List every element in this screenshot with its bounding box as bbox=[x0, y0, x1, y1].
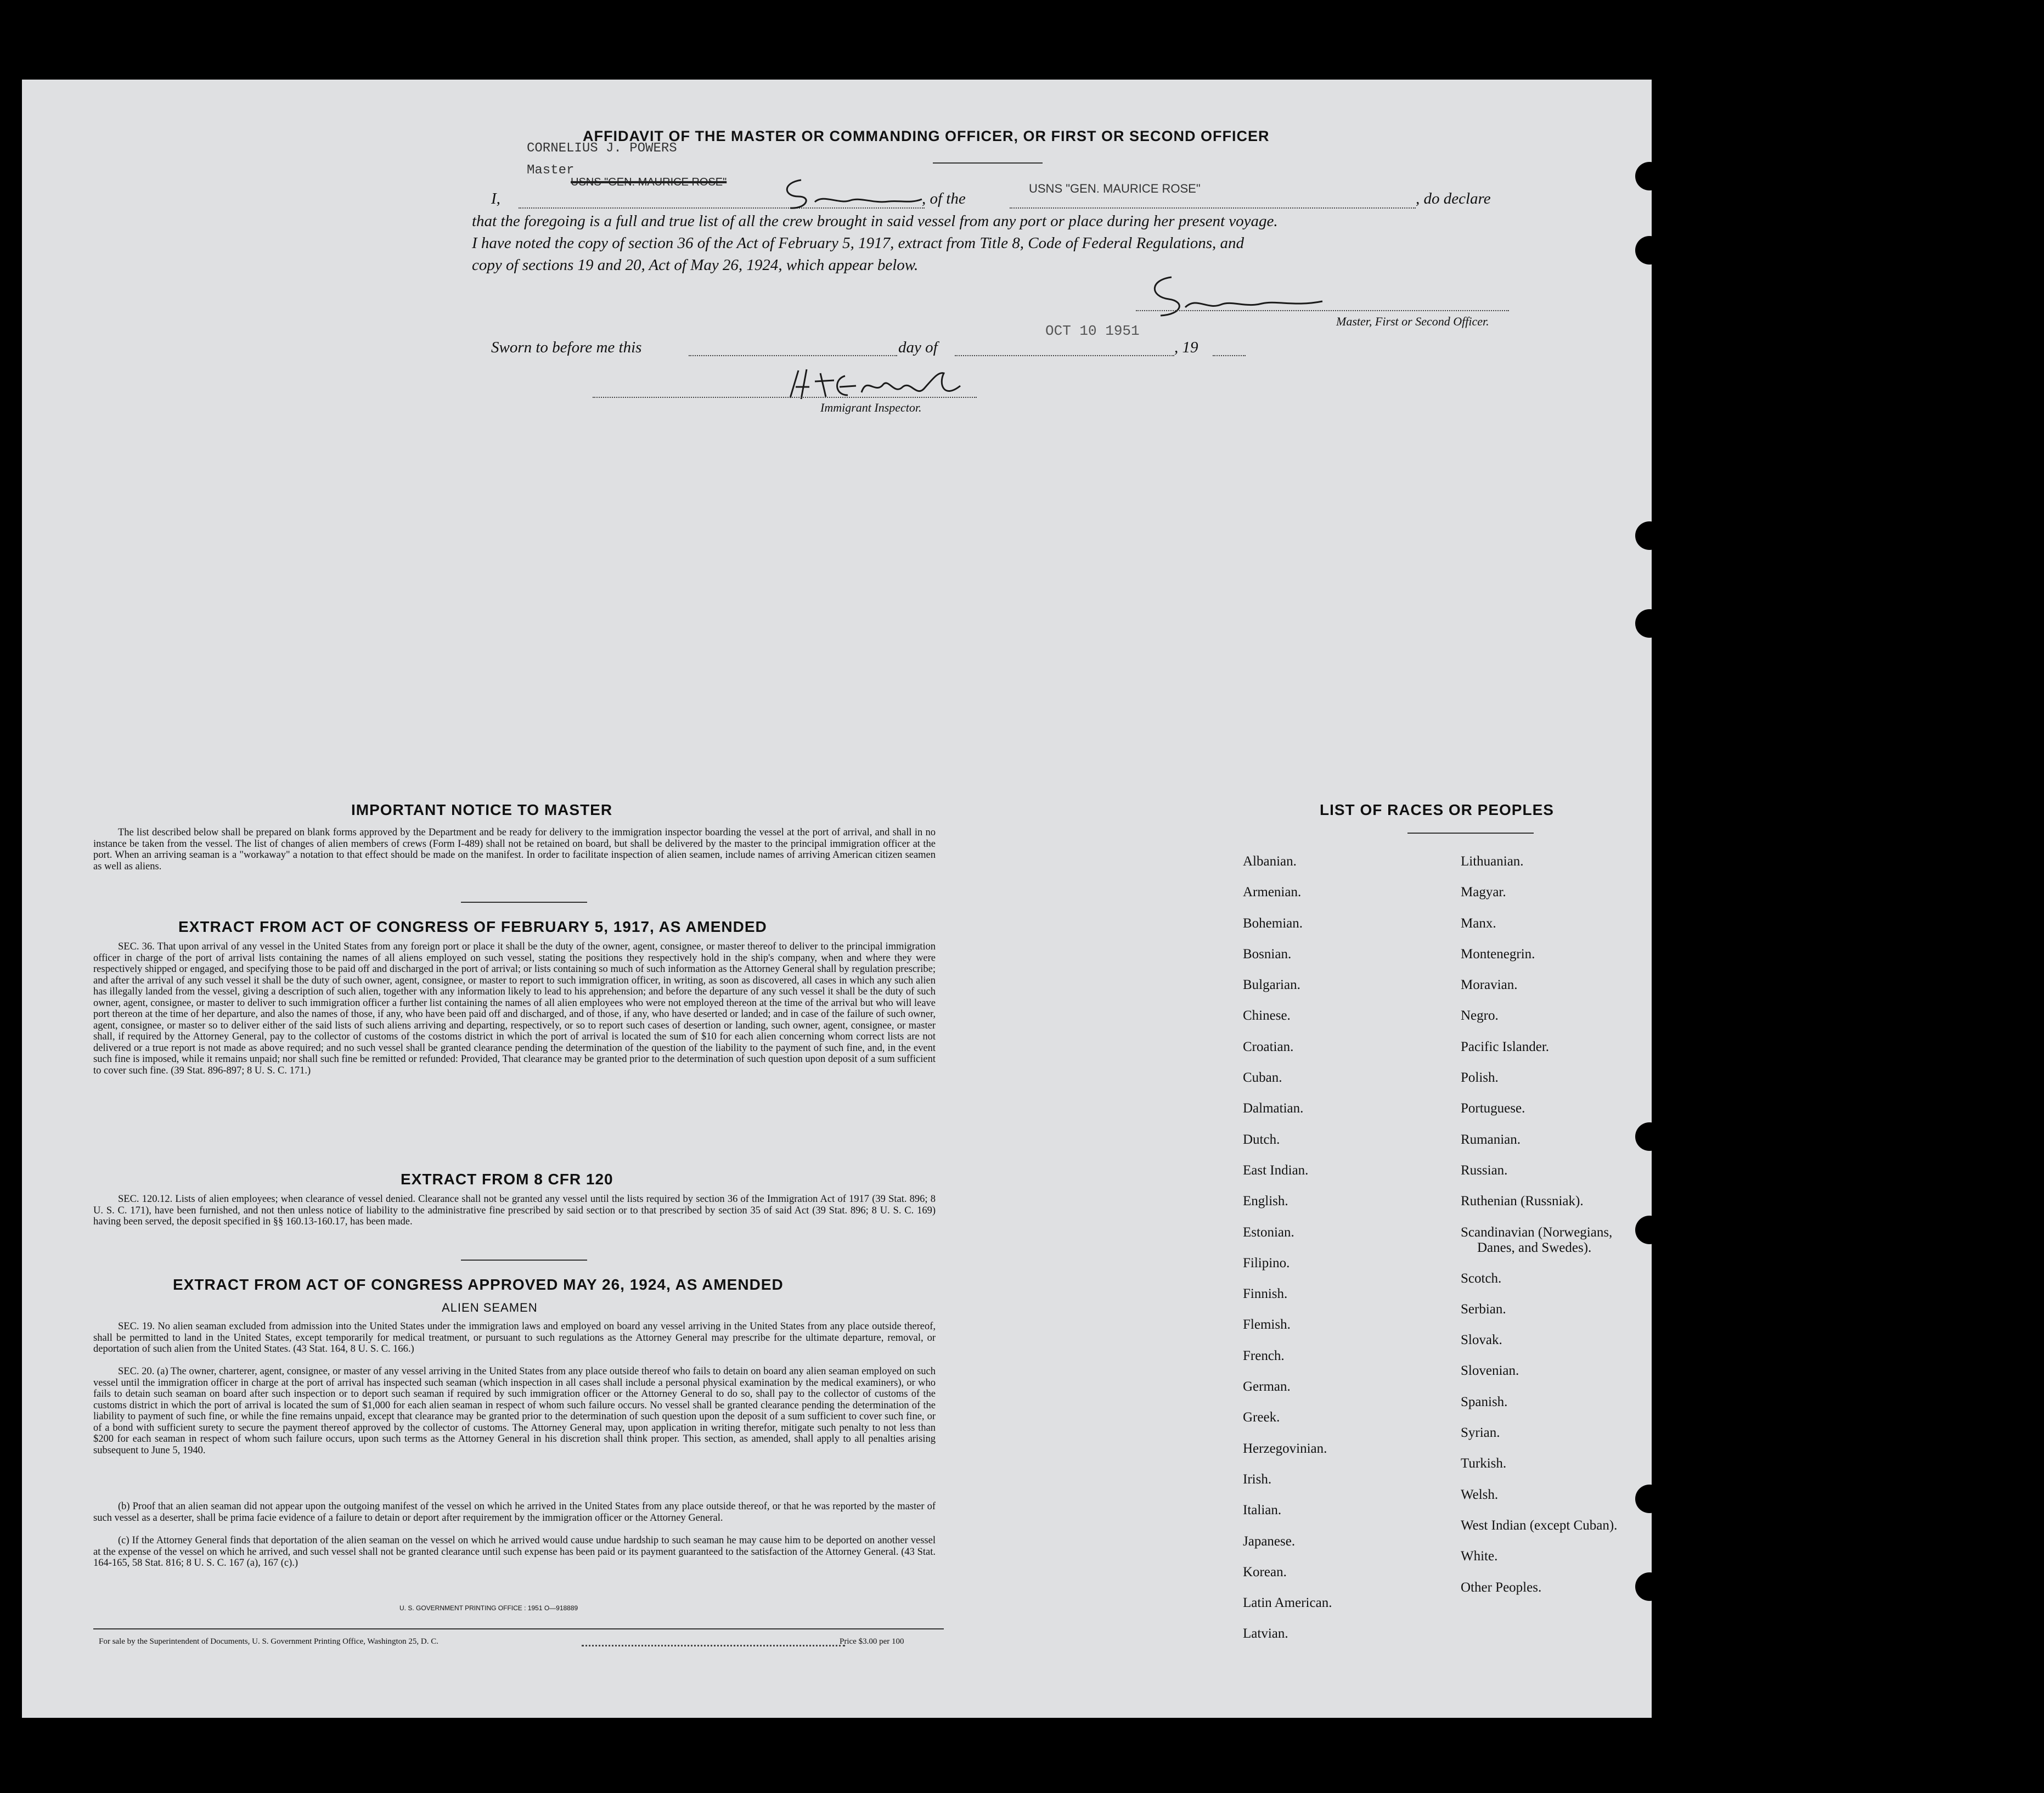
race-item: Lithuanian. bbox=[1461, 854, 1524, 869]
document-page bbox=[22, 80, 1652, 1718]
master-signature bbox=[1130, 266, 1339, 321]
races-right-column bbox=[1461, 846, 1617, 1603]
declaration-i: I, bbox=[491, 190, 500, 207]
race-item: Russian. bbox=[1461, 1162, 1508, 1178]
race-item: Danes, and Swedes). bbox=[1477, 1240, 1592, 1255]
race-item: Ruthenian (Russniak). bbox=[1461, 1194, 1584, 1209]
alien-seamen-subtitle: ALIEN SEAMEN bbox=[442, 1301, 538, 1314]
races-rule bbox=[1407, 833, 1534, 834]
race-item: Chinese. bbox=[1243, 1008, 1291, 1024]
race-item: Armenian. bbox=[1243, 885, 1302, 900]
declaration-of-the: , of the bbox=[922, 190, 966, 207]
race-item: Estonian. bbox=[1243, 1224, 1294, 1240]
race-item: Cuban. bbox=[1243, 1070, 1282, 1086]
binder-hole bbox=[1635, 162, 1664, 190]
race-item: Bulgarian. bbox=[1243, 977, 1300, 993]
vessel-blank bbox=[1010, 207, 1416, 209]
extract-1924-sec19: SEC. 19. No alien seaman excluded from admission into the United States under the immigration laws and employed on board any vessel arriving in the United States from any place outside thereof, shall be permitted to land in the United States, except temporarily for medical treatment, or pursuant to such regulations as the Attorney General may prescribe for the ultimate departure, removal, or deportation of such alien from the United States. (43 Stat. 164, 8 U. S. C. 166.) bbox=[93, 1321, 936, 1354]
race-item: Croatian. bbox=[1243, 1039, 1294, 1054]
races-left-column bbox=[1243, 846, 1332, 1650]
race-item: Spanish. bbox=[1461, 1394, 1508, 1409]
sworn-prefix: Sworn to before me this bbox=[491, 339, 642, 356]
race-item: Manx. bbox=[1461, 915, 1496, 931]
sworn-day-blank bbox=[689, 355, 897, 356]
race-item: Polish. bbox=[1461, 1070, 1499, 1086]
footer-rule bbox=[93, 1628, 944, 1629]
binder-hole bbox=[1635, 1485, 1664, 1513]
race-item: Filipino. bbox=[1243, 1255, 1290, 1271]
extract-cfr-title: EXTRACT FROM 8 CFR 120 bbox=[401, 1171, 613, 1188]
race-item: Scotch. bbox=[1461, 1271, 1502, 1286]
notice-text: The list described below shall be prepared on blank forms approved by the Department and be ready for delivery to the immigration inspector boarding the vessel at the port of arrival, and shall in no instance be taken from the vessel. The list of changes of alien members of crews (Form I-489) shall not be retained on board, but shall be delivered by the master to the principal immigration officer at the port. When an arriving seaman is a "workaway" a notation to that effect should be made on the manifest. In order to facilitate inspection of alien seamen, include names of arriving American citizen seamen as well as aliens. bbox=[93, 827, 936, 872]
race-item: Turkish. bbox=[1461, 1456, 1507, 1471]
notice-rule bbox=[461, 902, 587, 903]
extract-1924-sec20c: (c) If the Attorney General finds that deportation of the alien seaman on the vessel on which he arrived would cause undue hardship to such seaman he may cause him to be deported on another vessel at the expense of the vessel on which he arrived, and such vessel shall not be granted clearance until such expense has been paid or its payment guaranteed to the satisfaction of the Attorney General. (43 Stat. 164-165, 58 Stat. 816; 8 U. S. C. 167 (a), 167 (c).) bbox=[93, 1535, 936, 1569]
race-item: Magyar. bbox=[1461, 885, 1506, 900]
race-item: Rumanian. bbox=[1461, 1132, 1521, 1147]
typed-master-rank: Master bbox=[527, 163, 575, 178]
race-item: Moravian. bbox=[1461, 977, 1518, 993]
race-item: White. bbox=[1461, 1549, 1498, 1564]
race-item: Flemish. bbox=[1243, 1317, 1291, 1333]
declaration-line-2: that the foregoing is a full and true list of all the crew brought in said vessel from any port or place during her present voyage. bbox=[472, 212, 1278, 230]
extract-1917-text: SEC. 36. That upon arrival of any vessel in the United States from any foreign port or place it shall be the duty of the owner, agent, consignee, or master thereof to deliver to the principal immigration officer in charge of the port of arrival lists containing the names of all aliens employed on such vessel, stating the positions they respectively hold in the ship's company, when and where they were respectively shipped or engaged, and specifying those to be paid off and discharged in the port of arrival; or lists containing so much of such information as the Attorney General shall by regulation prescribe; and after the arrival of any such vessel it shall be the duty of such owner, agent, consignee, or master to report to such immigration officer, in writing, as soon as discovered, all cases in which any such alien has illegally landed from the vessel, giving a description of such alien, together with any information likely to lead to his apprehension; and before the departure of any such vessel it shall be the duty of such owner, agent, consignee, or master to deliver to such immigration officer a further list containing the names of all alien employees who were not employed thereon at the time of the arrival but who will leave port thereon at the time of her departure, and also the names of those, if any, who have been paid off and discharged, and of those, if any, who have deserted or landed; and in case of the failure of such owner, agent, consignee, or master so to deliver either of the said lists of such aliens arriving and departing, respectively, or so to report such cases of desertion or landing, such owner, agent, consignee, or master shall, if required by the Attorney General, pay to the collector of customs of the costoms district in which the port of arrival is located the sum of $10 for each alien concerning whom correct lists are not delivered or a true report is not made as above required; and no such vessel shall be granted clearance pending the determination of the question of the liability to the payment of such fine, and, in the event such fine is imposed, while it remains unpaid; nor shall such fine be remitted or refunded: Provided, That clearance may be granted prior to the determination of such question upon deposit of a sum sufficient to cover such fine. (39 Stat. 896-897; 8 U. S. C. 171.) bbox=[93, 941, 936, 1076]
race-item: Other Peoples. bbox=[1461, 1580, 1542, 1595]
extract-1924-sec20a: SEC. 20. (a) The owner, charterer, agent, consignee, or master of any vessel arriving in the United States from any place outside thereof who fails to detain on board any alien seaman employed on such vessel until the immigration officer in charge at the port of arrival has inspected such seaman (which inspection in all cases shall include a personal physical examination by the medical examiners), or who fails to detain such seaman on board after such inspection or to deport such seaman if required by such immigration officer or the Attorney General to do so, shall pay to the collector of customs of the customs district in which the port of arrival is located the sum of $1,000 for each alien seaman in respect of whom such failure occurs. No vessel shall be granted clearance pending the determination of the liability to payment of such fine, or while the fine remains unpaid, except that clearance may be granted prior to the determination of such question upon the deposit of a sum sufficient to cover such fine, or of a bond with sufficient surety to secure the payment thereof approved by the collector of customs. The Attorney General may, upon application in writing therefor, mitigate such penalty to not less than $200 for each seaman in respect of whom such failure occurs, upon such terms as the Attorney General in his discretion shall think proper. This section, as amended, shall apply to all penalties arising subsequent to June 5, 1940. bbox=[93, 1366, 936, 1456]
race-item: Dutch. bbox=[1243, 1132, 1280, 1147]
race-item: Scandinavian (Norwegians, bbox=[1461, 1224, 1613, 1240]
binder-hole bbox=[1635, 1122, 1664, 1151]
affidavit-title: AFFIDAVIT OF THE MASTER OR COMMANDING OFFICER, OR FIRST OR SECOND OFFICER bbox=[583, 128, 1270, 144]
race-item: Welsh. bbox=[1461, 1487, 1499, 1502]
race-item: Bosnian. bbox=[1243, 946, 1292, 962]
race-item: German. bbox=[1243, 1379, 1291, 1395]
race-item: Italian. bbox=[1243, 1503, 1282, 1518]
extract-1917-title: EXTRACT FROM ACT OF CONGRESS OF FEBRUARY 5, 1917, AS AMENDED bbox=[178, 918, 767, 935]
extract-1924-sec20b: (b) Proof that an alien seaman did not appear upon the outgoing manifest of the vessel on which he arrived in the United States from any place outside thereof, or that he was reported by the master of such vessel as a deserter, shall be prima facie evidence of a failure to detain or deport after requirement by the immigration officer or the Attorney General. bbox=[93, 1501, 936, 1524]
race-item: Irish. bbox=[1243, 1471, 1272, 1487]
race-item: Syrian. bbox=[1461, 1425, 1500, 1441]
race-item: Slovak. bbox=[1461, 1333, 1502, 1348]
race-item: Finnish. bbox=[1243, 1286, 1288, 1302]
signature-blank bbox=[1136, 310, 1509, 311]
declaration-end: , do declare bbox=[1416, 190, 1491, 207]
race-item: Pacific Islander. bbox=[1461, 1039, 1550, 1054]
race-item: Negro. bbox=[1461, 1008, 1499, 1024]
master-signature-initial bbox=[763, 172, 927, 216]
date-stamp: OCT 10 1951 bbox=[1045, 323, 1140, 339]
race-item: Montenegrin. bbox=[1461, 946, 1535, 962]
sworn-year: , 19 bbox=[1174, 339, 1198, 356]
extract-cfr-text: SEC. 120.12. Lists of alien employees; when clearance of vessel denied. Clearance shall not be granted any vessel until the lists required by section 36 of the Immigration Act of 1917 (39 Stat. 896; 8 U. S. C. 171), have been furnished, and not then unless notice of liability to the administrative fine prescribed by said section or to that prescribed by section 35 of said Act (39 Stat. 896; 8 U. S. C. 169) having been served, the deposit specified in §§ 160.13-160.17, has been made. bbox=[93, 1194, 936, 1227]
race-item: West Indian (except Cuban). bbox=[1461, 1517, 1618, 1533]
race-item: English. bbox=[1243, 1194, 1288, 1209]
race-item: Japanese. bbox=[1243, 1533, 1296, 1549]
race-item: East Indian. bbox=[1243, 1162, 1309, 1178]
sworn-year-blank bbox=[1213, 355, 1246, 356]
race-item: Latvian. bbox=[1243, 1626, 1288, 1642]
footer-price: Price $3.00 per 100 bbox=[840, 1637, 904, 1646]
race-item: Slovenian. bbox=[1461, 1363, 1519, 1379]
declaration-line-3: I have noted the copy of section 36 of the Act of February 5, 1917, extract from Title 8, Code of Federal Regulations, and bbox=[472, 234, 1245, 252]
extract-1924-title: EXTRACT FROM ACT OF CONGRESS APPROVED MAY 26, 1924, AS AMENDED bbox=[173, 1276, 784, 1293]
footer-sale-text: For sale by the Superintendent of Documents, U. S. Government Printing Office, Washington 25, D. C. bbox=[99, 1637, 438, 1646]
sworn-month-blank bbox=[955, 355, 1174, 356]
binder-hole bbox=[1635, 521, 1664, 550]
race-item: Greek. bbox=[1243, 1410, 1280, 1425]
vessel-name: USNS "GEN. MAURICE ROSE" bbox=[1029, 182, 1201, 195]
struck-vessel-text: USNS "GEN. MAURICE ROSE" bbox=[571, 176, 727, 188]
race-item: Latin American. bbox=[1243, 1595, 1332, 1611]
race-item: Korean. bbox=[1243, 1564, 1287, 1580]
race-item: French. bbox=[1243, 1348, 1285, 1363]
cfr-rule bbox=[461, 1260, 587, 1261]
gpo-line: U. S. GOVERNMENT PRINTING OFFICE : 1951 O—918889 bbox=[399, 1604, 578, 1612]
race-item: Herzegovinian. bbox=[1243, 1441, 1327, 1456]
binder-hole bbox=[1635, 236, 1664, 265]
sworn-day-of: day of bbox=[898, 339, 938, 356]
race-item: Albanian. bbox=[1243, 854, 1297, 869]
races-title: LIST OF RACES OR PEOPLES bbox=[1320, 801, 1554, 818]
declaration-line-4: copy of sections 19 and 20, Act of May 26, 1924, which appear below. bbox=[472, 256, 919, 274]
race-item: Dalmatian. bbox=[1243, 1101, 1304, 1116]
signer-label: Master, First or Second Officer. bbox=[1336, 314, 1489, 328]
binder-hole bbox=[1635, 609, 1664, 638]
binder-hole bbox=[1635, 1572, 1664, 1601]
typed-master-name: CORNELIUS J. POWERS bbox=[527, 141, 677, 156]
race-item: Portuguese. bbox=[1461, 1101, 1525, 1116]
race-item: Bohemian. bbox=[1243, 915, 1303, 931]
inspector-label: Immigrant Inspector. bbox=[820, 401, 922, 414]
title-rule bbox=[933, 162, 1043, 164]
race-item: Serbian. bbox=[1461, 1301, 1506, 1317]
binder-hole bbox=[1635, 1216, 1664, 1244]
notice-title: IMPORTANT NOTICE TO MASTER bbox=[351, 801, 613, 818]
inspector-blank bbox=[593, 397, 977, 398]
footer-leader-dots bbox=[582, 1645, 845, 1646]
